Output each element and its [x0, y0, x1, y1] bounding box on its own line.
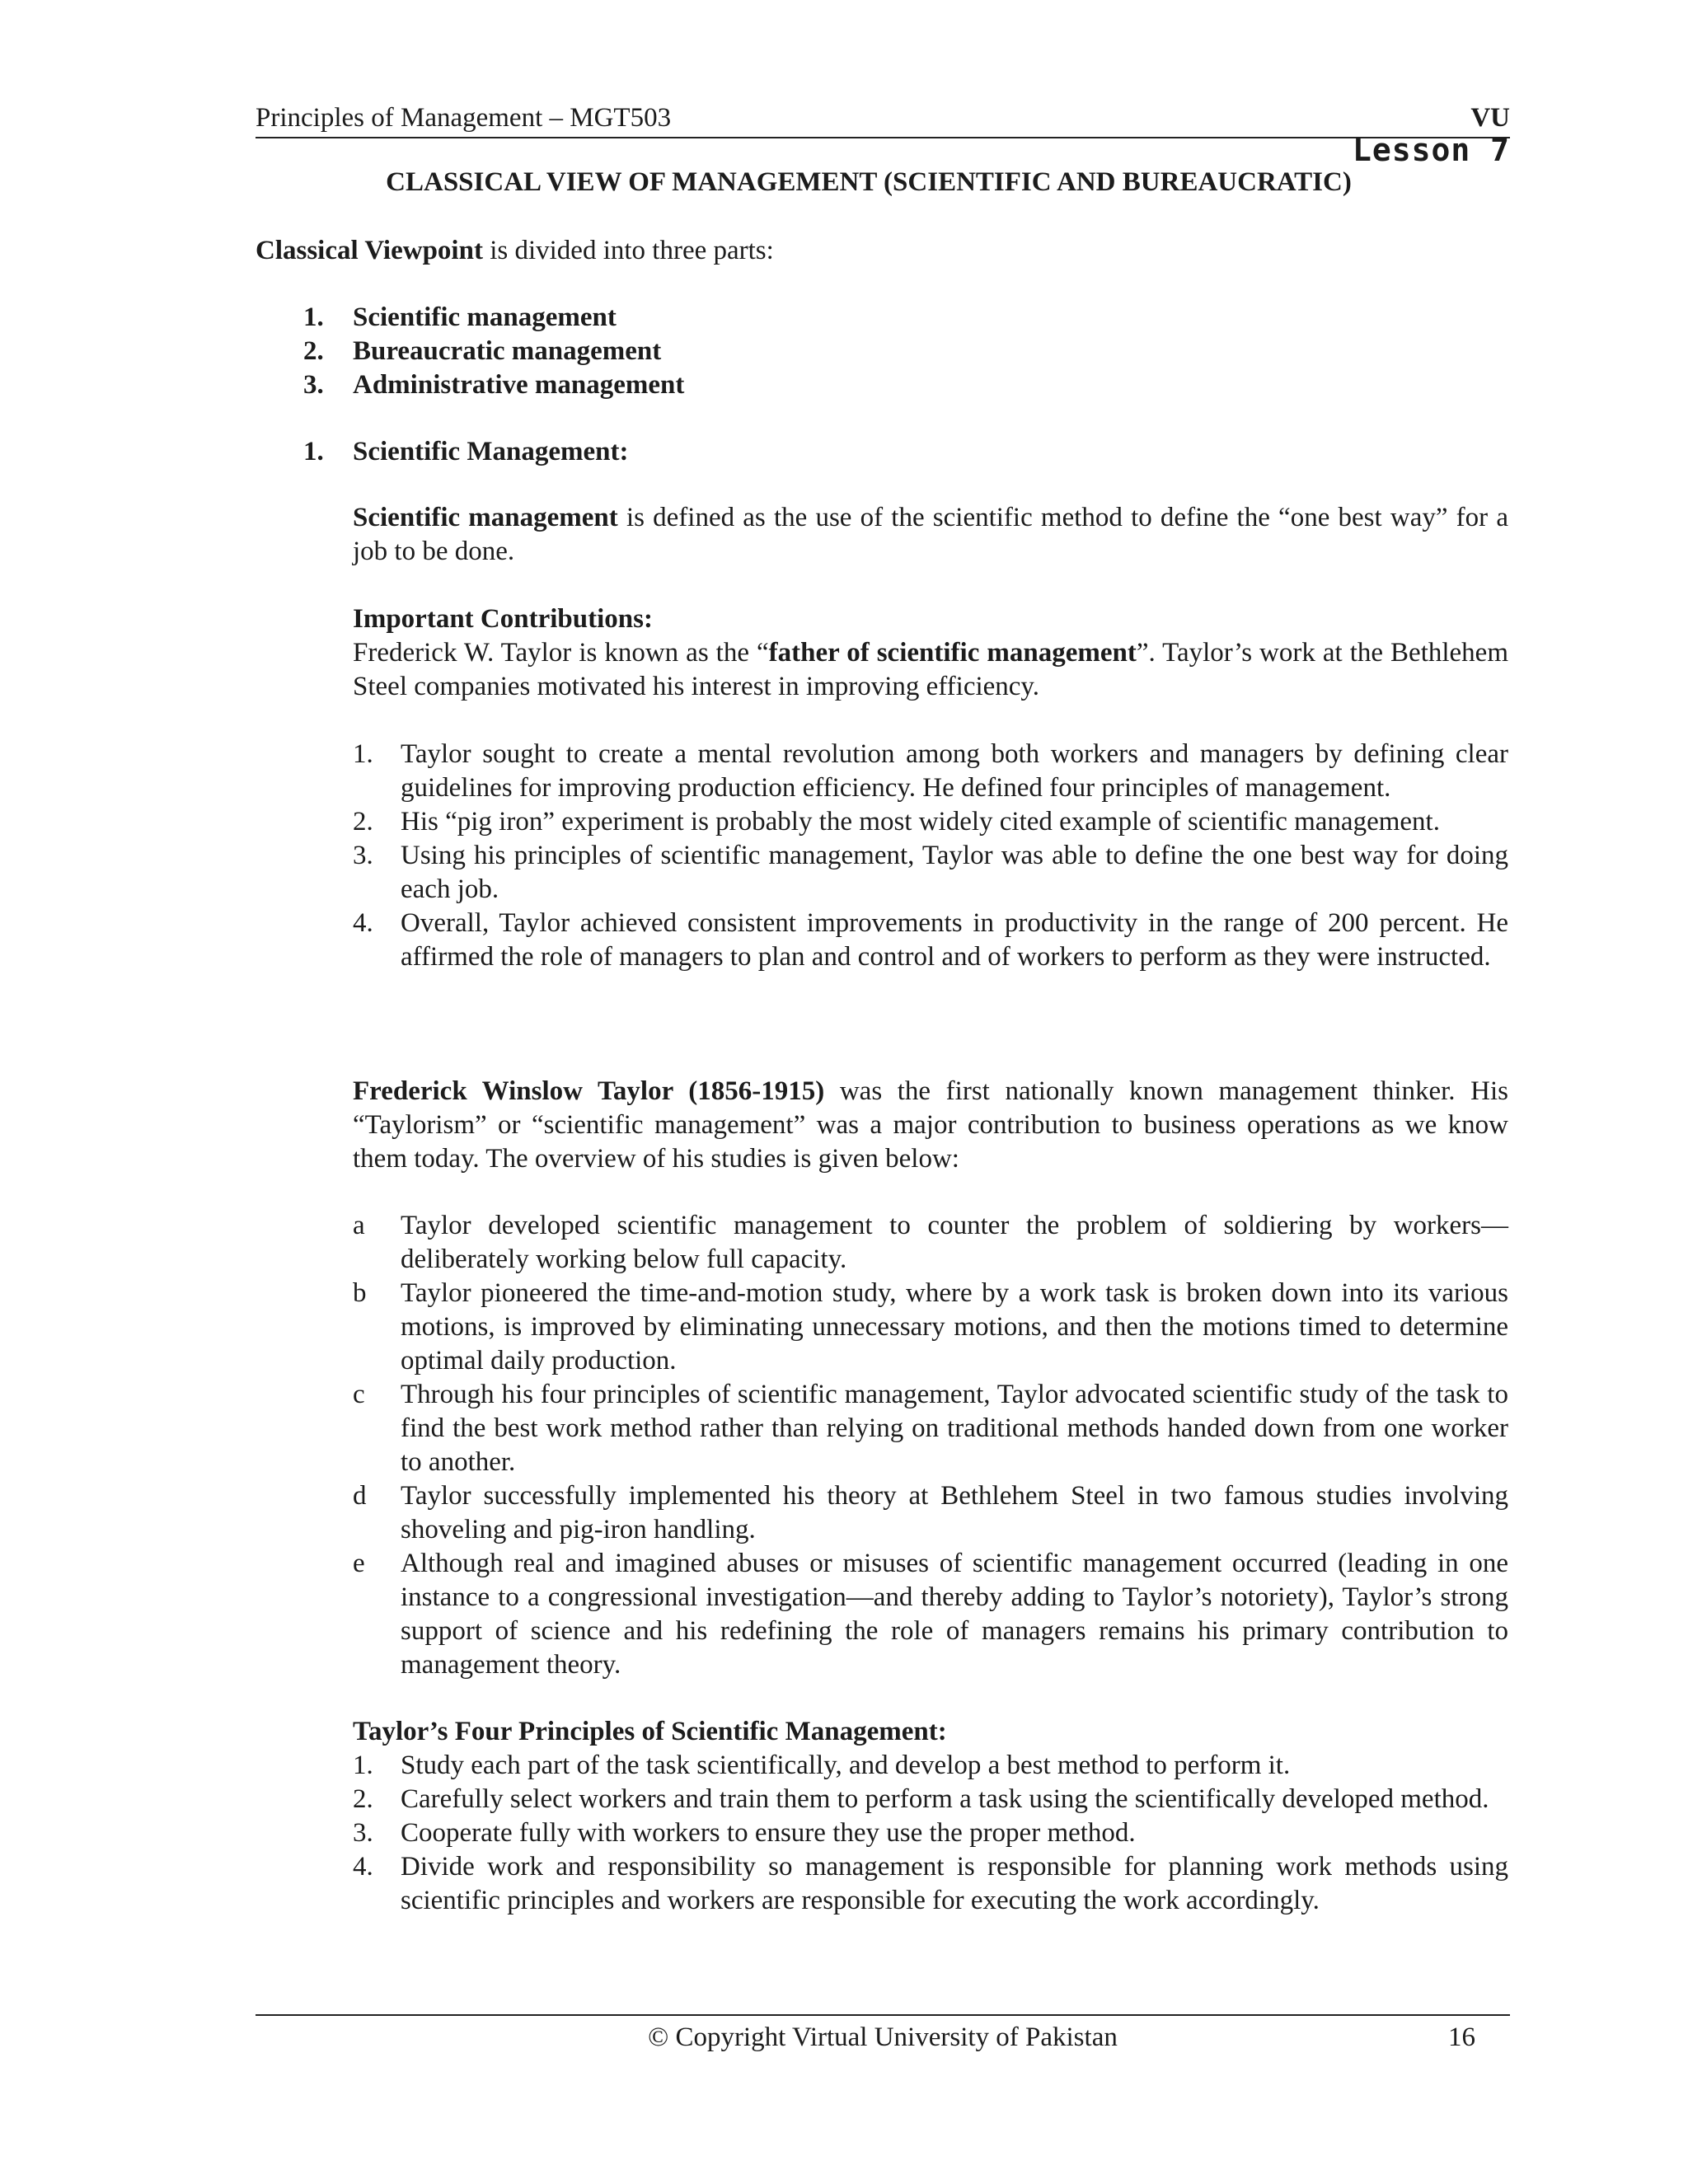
list-item — [303, 301, 1045, 335]
list-text: Cooperate fully with workers to ensure they use the proper method. — [401, 1818, 1136, 1848]
list-text: Study each part of the task scientifically, and develop a best method to perform it. — [401, 1750, 1291, 1780]
list-number: 3. — [353, 841, 373, 870]
principles-heading: Taylor’s Four Principles of Scientific Management: — [353, 1717, 947, 1746]
list-item — [353, 738, 1508, 805]
overview-list — [353, 1209, 1508, 1682]
section-heading — [303, 435, 629, 469]
page-header — [256, 97, 1510, 138]
definition-bold: Scientific management — [353, 503, 618, 532]
copyright-text: © Copyright Virtual University of Pakistan — [648, 2022, 1118, 2052]
contributions-before: Frederick W. Taylor is known as the “ — [353, 638, 769, 668]
taylor-bio-rest: was the first nationally known management thinker. His “Taylorism” or “scientific management” was a major contribution to business operations as we know them today. The overview of his studies is given below: — [353, 1076, 1508, 1174]
list-item — [353, 907, 1508, 974]
list-label: Scientific management — [353, 302, 617, 332]
principles-list — [353, 1749, 1508, 1918]
list-item — [353, 839, 1508, 907]
list-text: Taylor successfully implemented his theory at Bethlehem Steel in two famous studies involving shoveling and pig-iron handling. — [401, 1481, 1508, 1544]
list-number: 2. — [353, 807, 373, 837]
list-letter: e — [353, 1549, 365, 1578]
section-number: 1. — [303, 437, 324, 466]
list-text: Taylor pioneered the time-and-motion study, where by a work task is broken down into its various motions, is improved by eliminating unnecessary motions, and then the motions timed to determine optimal daily production. — [401, 1278, 1508, 1376]
list-text: His “pig iron” experiment is probably the most widely cited example of scientific management. — [401, 807, 1440, 837]
list-number: 1. — [353, 1750, 373, 1780]
taylor-list — [353, 738, 1508, 974]
taylor-bio-bold: Frederick Winslow Taylor (1856-1915) — [353, 1076, 825, 1106]
list-item — [353, 1816, 1508, 1850]
list-text: Taylor sought to create a mental revolution among both workers and managers by defining clear guidelines for improving production efficiency. He defined four principles of management. — [401, 739, 1508, 803]
section-title: Scientific Management: — [353, 437, 629, 466]
contributions-paragraph — [353, 636, 1508, 704]
list-text: Taylor developed scientific management to counter the problem of soldiering by workers—deliberately working below full capacity. — [401, 1211, 1508, 1274]
list-item — [353, 1749, 1508, 1783]
contributions-heading: Important Contributions: — [353, 604, 653, 634]
intro-paragraph — [256, 234, 1508, 268]
list-number: 1. — [303, 302, 324, 332]
list-item — [353, 1547, 1508, 1682]
list-letter: d — [353, 1481, 367, 1511]
list-item — [353, 1277, 1508, 1378]
parts-list — [303, 301, 1045, 402]
list-item — [353, 1850, 1508, 1918]
lesson-label: Lesson 7 — [1352, 132, 1510, 168]
list-letter: c — [353, 1380, 365, 1409]
taylor-bio-paragraph — [353, 1075, 1508, 1176]
list-item — [353, 1378, 1508, 1479]
list-letter: a — [353, 1211, 365, 1240]
contributions-after: ”. Taylor’s work at the Bethlehem Steel companies motivated his interest in improving efficiency. — [353, 638, 1508, 701]
definition-paragraph — [353, 501, 1508, 569]
list-letter: b — [353, 1278, 367, 1308]
contributions-bold: father of scientific management — [768, 638, 1137, 668]
list-text: Through his four principles of scientific management, Taylor advocated scientific study of the task to find the best work method rather than relying on traditional methods handed down from one worker to another. — [401, 1380, 1508, 1477]
definition-rest: is defined as the use of the scientific method to define the “one best way” for a job to be done. — [353, 503, 1508, 566]
list-item — [353, 1783, 1508, 1816]
brand-label: VU — [1470, 103, 1510, 133]
main-title: CLASSICAL VIEW OF MANAGEMENT (SCIENTIFIC AND BUREAUCRATIC) — [386, 167, 1352, 197]
course-title: Principles of Management – MGT503 — [256, 103, 672, 133]
list-number: 3. — [303, 370, 324, 400]
list-item — [353, 805, 1508, 839]
list-text: Carefully select workers and train them to perform a task using the scientifically developed method. — [401, 1784, 1489, 1814]
list-number: 4. — [353, 908, 373, 938]
list-number: 2. — [353, 1784, 373, 1814]
list-item — [303, 368, 1045, 402]
list-item — [353, 1479, 1508, 1547]
intro-bold: Classical Viewpoint — [256, 236, 483, 265]
list-item — [353, 1209, 1508, 1277]
list-label: Administrative management — [353, 370, 685, 400]
list-number: 2. — [303, 336, 324, 366]
list-number: 3. — [353, 1818, 373, 1848]
list-number: 4. — [353, 1852, 373, 1882]
list-text: Overall, Taylor achieved consistent improvements in productivity in the range of 200 percent. He affirmed the role of managers to plan and control and of workers to perform as they were instructed. — [401, 908, 1508, 972]
list-item — [303, 335, 1045, 368]
intro-rest: is divided into three parts: — [482, 236, 774, 265]
list-text: Although real and imagined abuses or misuses of scientific management occurred (leading in one instance to a congressional investigation—and thereby adding to Taylor’s notoriety), Taylor’s strong support of science and his redefining the role of managers remains his primary contribution to management theory. — [401, 1549, 1508, 1680]
page-number: 16 — [1448, 2022, 1475, 2052]
list-text: Using his principles of scientific management, Taylor was able to define the one best way for doing each job. — [401, 841, 1508, 904]
list-text: Divide work and responsibility so management is responsible for planning work methods using scientific principles and workers are responsible for executing the work accordingly. — [401, 1852, 1508, 1915]
list-number: 1. — [353, 739, 373, 769]
page-footer — [256, 2014, 1510, 2052]
list-label: Bureaucratic management — [353, 336, 662, 366]
